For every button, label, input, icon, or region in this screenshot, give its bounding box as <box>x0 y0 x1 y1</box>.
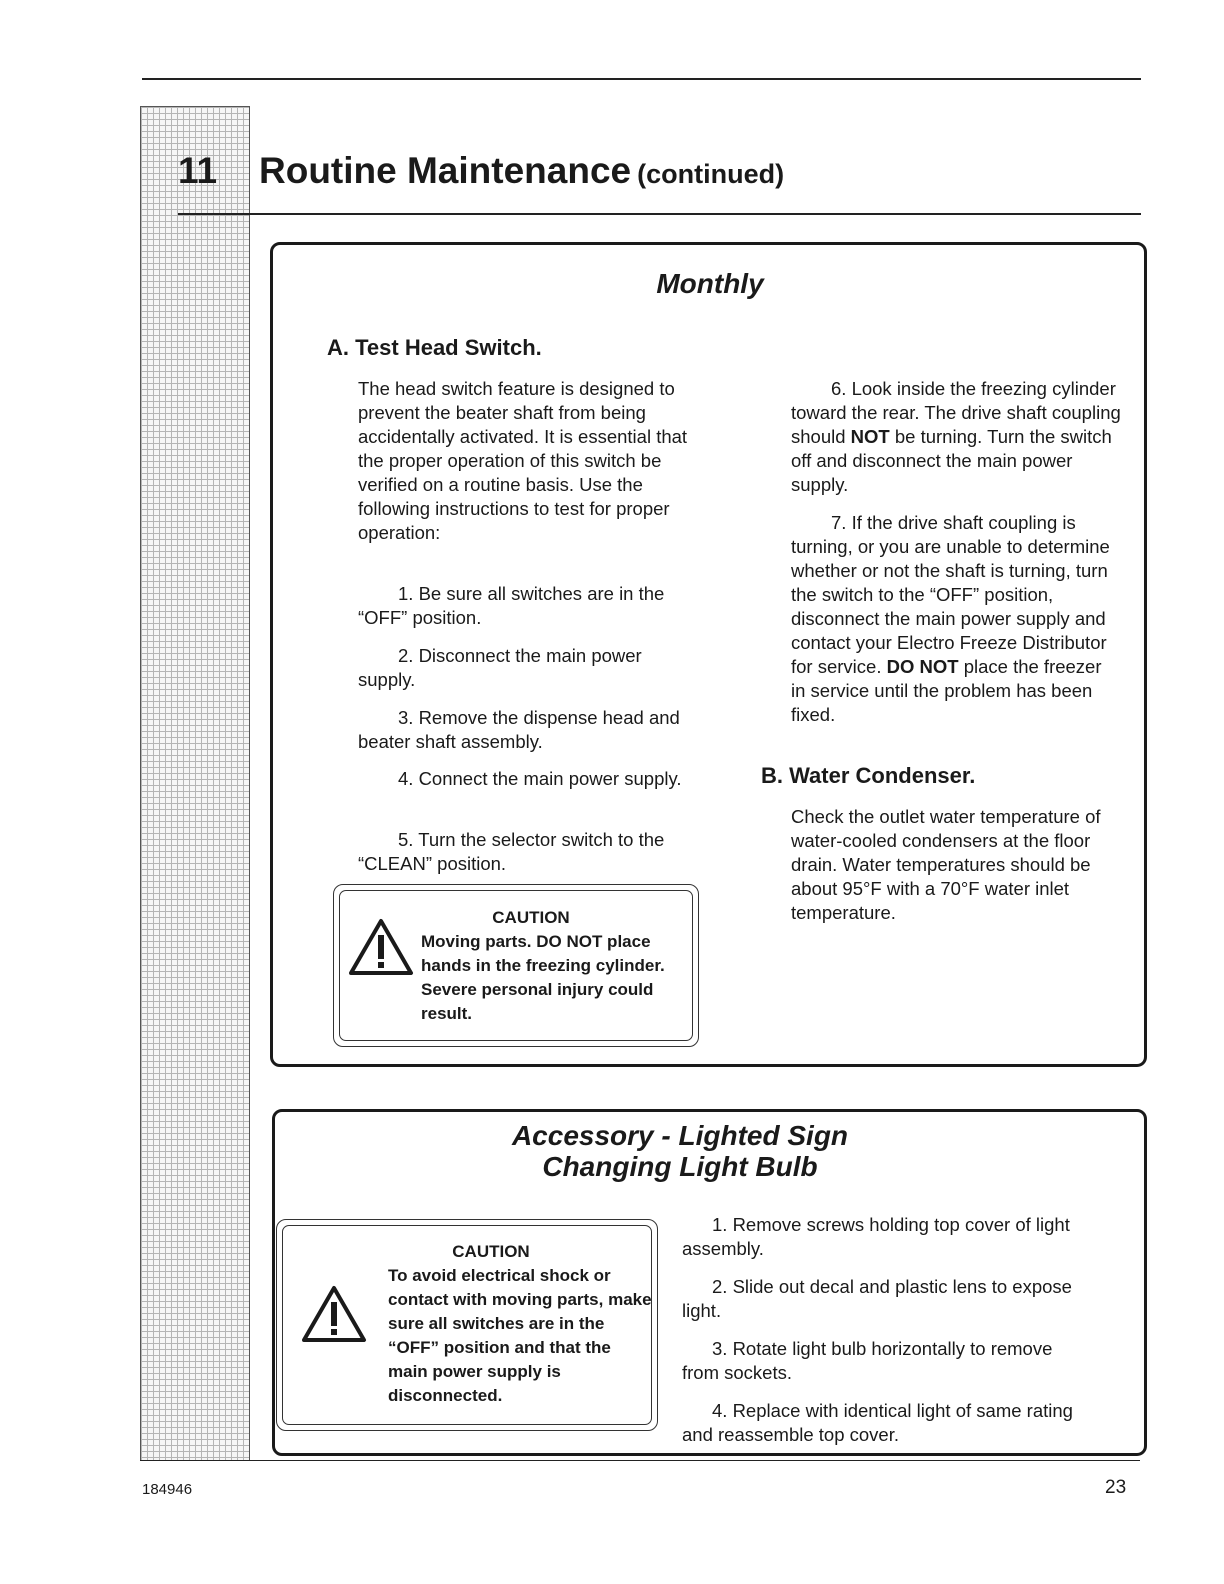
step-6 <box>791 377 1121 497</box>
warning-triangle-icon <box>301 1284 367 1344</box>
page-number: 23 <box>1105 1477 1127 1498</box>
chapter-number: 11 <box>178 150 218 191</box>
step-7-pre: 7. If the drive shaft coupling is turning, or you are unable to determine whether or not the shaft is turning, turn the switch to the “OFF” position, disconnect the main power supply and contact your Electro Freeze Distributor for service. <box>791 512 1110 677</box>
monthly-title: Monthly <box>656 268 764 299</box>
accessory-title-line1: Accessory - Lighted Sign <box>511 1120 849 1151</box>
section-b-text: Check the outlet water temperature of water-cooled condensers at the floor drain. Water temperatures should be about 95°F with a 70°F water inlet temperature. <box>791 806 1101 923</box>
step-1: 1. Be sure all switches are in the “OFF” position. <box>358 583 665 628</box>
top-rule <box>142 78 1141 80</box>
acc-step-3: 3. Rotate light bulb horizontally to remove from sockets. <box>682 1338 1053 1383</box>
step-6-bold: NOT <box>850 426 890 447</box>
step-5: 5. Turn the selector switch to the “CLEAN” position. <box>358 829 665 874</box>
step-6-post: be turning. Turn the switch off and disconnect the main power supply. <box>791 426 1112 495</box>
section-b-heading: B. Water Condenser. <box>761 763 976 788</box>
caution-box-electrical <box>276 1219 658 1431</box>
document-number: 184946 <box>142 1481 193 1498</box>
acc-step-4: 4. Replace with identical light of same rating and reassemble top cover. <box>682 1400 1073 1445</box>
caution-text: Moving parts. DO NOT place hands in the freezing cylinder. Severe personal injury could result. <box>421 932 665 1023</box>
step-7-bold: DO NOT <box>886 656 959 677</box>
step-4: 4. Connect the main power supply. <box>398 768 682 789</box>
warning-triangle-icon <box>348 917 414 977</box>
acc-step-2: 2. Slide out decal and plastic lens to expose light. <box>682 1276 1072 1321</box>
caution-heading: CAUTION <box>492 908 570 927</box>
chapter-title <box>259 150 784 192</box>
caution-text: To avoid electrical shock or contact with moving parts, make sure all switches are in the “OFF” position and that the main power supply is disconnected. <box>388 1266 652 1405</box>
side-grid-bar <box>140 106 250 1461</box>
step-6-pre: 6. Look inside the freezing cylinder toward the rear. The drive shaft coupling should <box>791 378 1121 447</box>
chapter-title-text: Routine Maintenance <box>259 150 632 191</box>
bottom-rule <box>140 1460 1140 1461</box>
step-2: 2. Disconnect the main power supply. <box>358 645 642 690</box>
caution-box-moving-parts <box>333 884 699 1047</box>
step-7 <box>791 511 1121 727</box>
caution-heading: CAUTION <box>452 1242 530 1261</box>
section-a-heading: A. Test Head Switch. <box>327 335 542 360</box>
chapter-subtitle: (continued) <box>637 159 785 189</box>
accessory-title-line2: Changing Light Bulb <box>542 1151 818 1182</box>
acc-step-1: 1. Remove screws holding top cover of light assembly. <box>682 1214 1070 1259</box>
section-a-intro: The head switch feature is designed to prevent the beater shaft from being accidentally activated. It is essential that the proper operation of this switch be verified on a routine basis. Use the following instructions to test for proper operation: <box>358 378 688 543</box>
step-7-post: place the freezer in service until the problem has been fixed. <box>791 656 1102 725</box>
title-rule <box>178 213 1141 215</box>
step-3: 3. Remove the dispense head and beater shaft assembly. <box>358 707 680 752</box>
